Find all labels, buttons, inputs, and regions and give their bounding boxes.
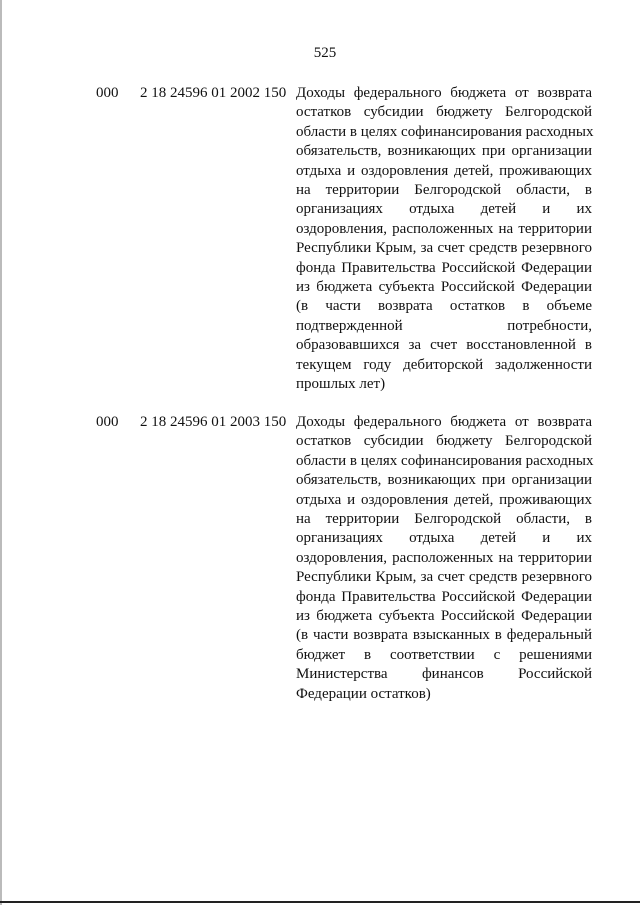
budget-classification-code: 2 18 24596 01 2002 150 bbox=[140, 85, 287, 101]
description-line: организациях отдыха детей и их bbox=[296, 530, 592, 547]
description-line: образовавшихся за счет восстановленной в bbox=[296, 337, 592, 354]
description-line: текущем году дебиторской задолженности bbox=[296, 356, 592, 373]
entry-description bbox=[296, 413, 592, 704]
description-line: оздоровления, расположенных на территории bbox=[296, 549, 592, 566]
description-line: оздоровления, расположенных на территории bbox=[296, 220, 592, 237]
description-line: (в части возврата остатков в объеме bbox=[296, 298, 592, 315]
description-line: отдыха и оздоровления детей, проживающих bbox=[296, 162, 592, 179]
description-line: фонда Правительства Российской Федерации bbox=[296, 588, 592, 605]
description-line: бюджет в соответствии с решениями bbox=[296, 646, 592, 663]
description-line: области в целях софинансирования расходных bbox=[296, 123, 594, 140]
budget-classification-code: 2 18 24596 01 2003 150 bbox=[140, 414, 287, 430]
page-bottom-edge bbox=[0, 901, 640, 903]
page-left-edge bbox=[0, 0, 2, 905]
description-line: Министерства финансов Российской bbox=[296, 666, 592, 683]
admin-code: 000 bbox=[96, 414, 119, 430]
admin-code: 000 bbox=[96, 85, 119, 101]
description-line: (в части возврата взысканных в федеральный bbox=[296, 627, 592, 644]
description-line: на территории Белгородской области, в bbox=[296, 511, 592, 528]
description-line: Республики Крым, за счет средств резервного bbox=[296, 240, 592, 257]
description-line: отдыха и оздоровления детей, проживающих bbox=[296, 491, 592, 508]
description-line: обязательств, возникающих при организации bbox=[296, 472, 592, 489]
entry-description bbox=[296, 84, 592, 395]
description-line: остатков субсидии бюджету Белгородской bbox=[296, 104, 592, 121]
description-line: прошлых лет) bbox=[296, 376, 386, 393]
description-line: организациях отдыха детей и их bbox=[296, 201, 592, 218]
page-number: 525 bbox=[313, 45, 337, 61]
description-line: остатков субсидии бюджету Белгородской bbox=[296, 433, 592, 450]
description-line: на территории Белгородской области, в bbox=[296, 182, 592, 199]
description-line: области в целях софинансирования расходных bbox=[296, 452, 594, 469]
description-line: Доходы федерального бюджета от возврата bbox=[296, 85, 592, 101]
description-line: Доходы федерального бюджета от возврата bbox=[296, 414, 592, 430]
description-line: фонда Правительства Российской Федерации bbox=[296, 259, 592, 276]
description-line: Республики Крым, за счет средств резервного bbox=[296, 569, 592, 586]
description-line: Федерации остатков) bbox=[296, 685, 431, 702]
description-line: из бюджета субъекта Российской Федерации bbox=[296, 608, 592, 625]
description-line: обязательств, возникающих при организации bbox=[296, 143, 592, 160]
description-line: подтвержденной потребности, bbox=[296, 317, 592, 334]
description-line: из бюджета субъекта Российской Федерации bbox=[296, 279, 592, 296]
